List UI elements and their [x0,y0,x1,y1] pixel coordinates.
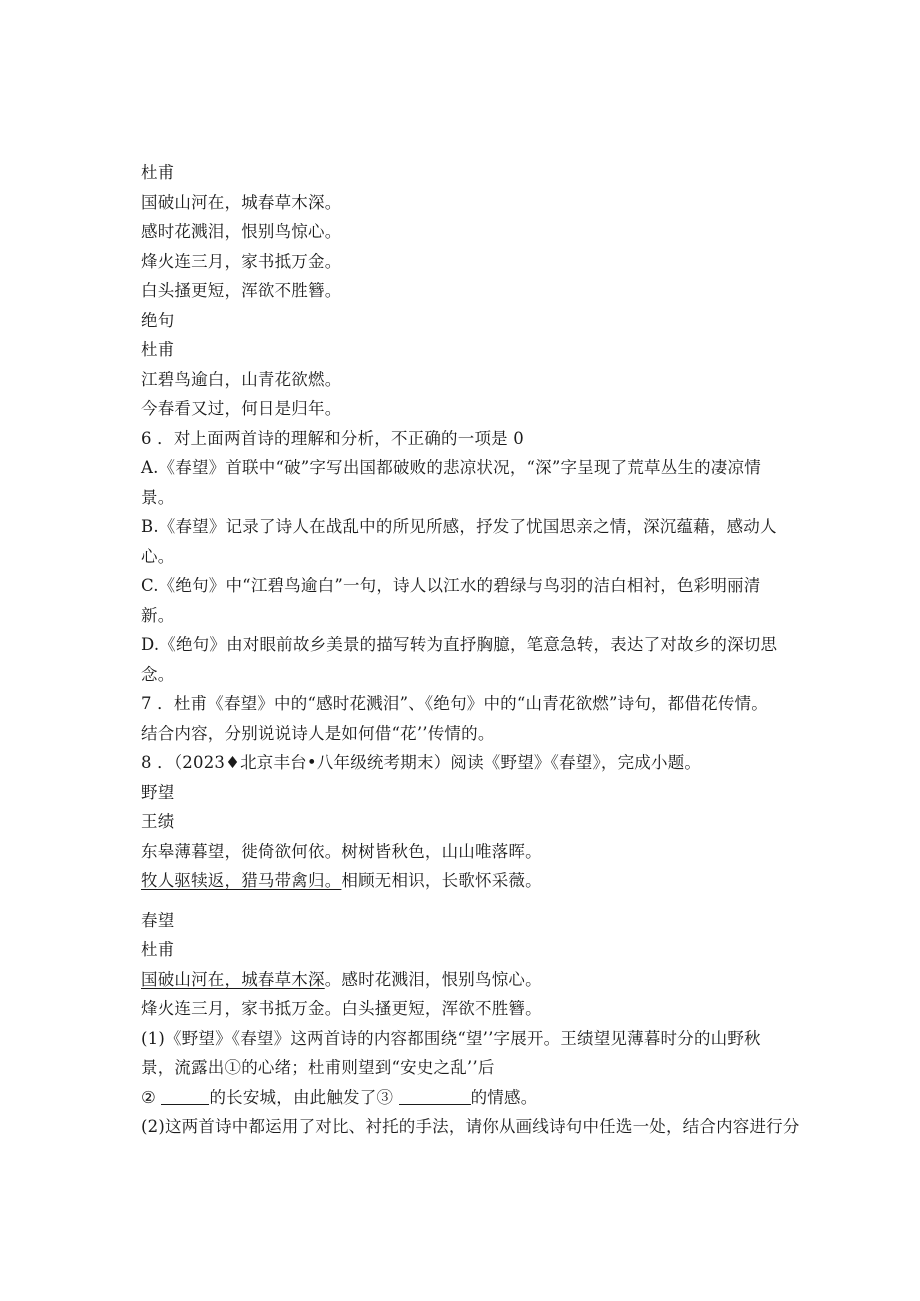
poem-b-line [141,965,831,995]
question-6-stem: 6 ．对上面两首诗的理解和分析，不正确的一项是 0 [141,428,524,448]
answer-blank[interactable] [399,1088,471,1105]
subquestion-1-line: 景，流露出①的心绪；杜甫则望到“安史之乱’’后 [141,1058,495,1077]
text: 的情感。 [470,1087,538,1107]
verse-text: 相顾无相识，长歌怀采薇。 [341,871,542,890]
subquestion-1-line [141,1083,831,1113]
blank-marker: ② [141,1087,156,1107]
question-6-option-b: B.《春望》记录了诗人在战乱中的所见所感，抒发了忧国思亲之情，深沉蕴藉，感动人 [141,517,777,536]
question-7-line: 7 ．杜甫《春望》中的“感时花溅泪”、《绝句》中的“山青花欲燃”诗句，都借花传情。 [141,694,768,713]
question-8-stem: 8 ．（2023♦北京丰台•八年级统考期末）阅读《野望》《春望》，完成小题。 [141,753,702,772]
answer-blank[interactable] [161,1088,209,1105]
poem2-author: 杜甫 [141,340,175,359]
poem2-title: 绝句 [141,310,175,330]
poem-a-title: 野望 [141,782,175,802]
poem2-line: 江碧鸟逾白，山青花欲燃。 [141,369,342,389]
text: 的长安城，由此触发了③ [209,1087,394,1107]
underlined-verse: 牧人驱犊返，猎马带禽归。 [141,871,342,890]
poem-a-line [141,866,831,896]
question-6-option-b-cont: 心。 [141,546,175,566]
poem1-line: 白头搔更短，浑欲不胜簪。 [141,281,342,300]
poem-b-author: 杜甫 [141,940,175,959]
question-7-line: 结合内容，分别说说诗人是如何借“花’’传情的。 [141,723,495,743]
question-6-option-d-cont: 念。 [141,664,175,684]
subquestion-2-line: (2)这两首诗中都运用了对比、衬托的手法，请你从画线诗句中任选一处，结合内容进行分 [141,1117,800,1136]
poem-b-title: 春望 [141,910,175,930]
poem1-line: 烽火连三月，家书抵万金。 [141,251,342,271]
document-page [141,158,831,1142]
question-6-option-a-cont: 景。 [141,487,175,507]
poem2-line: 今春看又过，何日是归年。 [141,399,342,418]
subquestion-1-line: (1)《野望》《春望》这两首诗的内容都围绕“望’’字展开。王绩望见薄暮时分的山野秋 [141,1028,761,1048]
poem-a-line: 东皋薄暮望，徙倚欲何依。树树皆秋色，山山唯落晖。 [141,841,542,861]
question-6-option-a: A.《春望》首联中“破”字写出国都破败的悲凉状况，“深”字呈现了荒草丛生的凄凉情 [141,458,761,477]
poem1-line: 国破山河在，城春草木深。 [141,192,342,212]
question-6-option-d: D.《绝句》由对眼前故乡美景的描写转为直抒胸臆，笔意急转，表达了对故乡的深切思 [141,635,778,654]
poem1-author: 杜甫 [141,163,175,182]
underlined-verse: 国破山河在，城春草木深 [141,969,325,989]
question-6-option-c-cont: 新。 [141,605,175,625]
poem1-line: 感时花溅泪，恨别鸟惊心。 [141,222,342,241]
question-6-option-c: C.《绝句》中“江碧鸟逾白”一句，诗人以江水的碧绿与鸟羽的洁白相衬，色彩明丽清 [141,576,761,595]
poem-b-line: 烽火连三月，家书抵万金。白头搔更短，浑欲不胜簪。 [141,999,542,1018]
verse-text: 。感时花溅泪，恨别鸟惊心。 [324,969,542,989]
poem-a-author: 王绩 [141,812,175,831]
